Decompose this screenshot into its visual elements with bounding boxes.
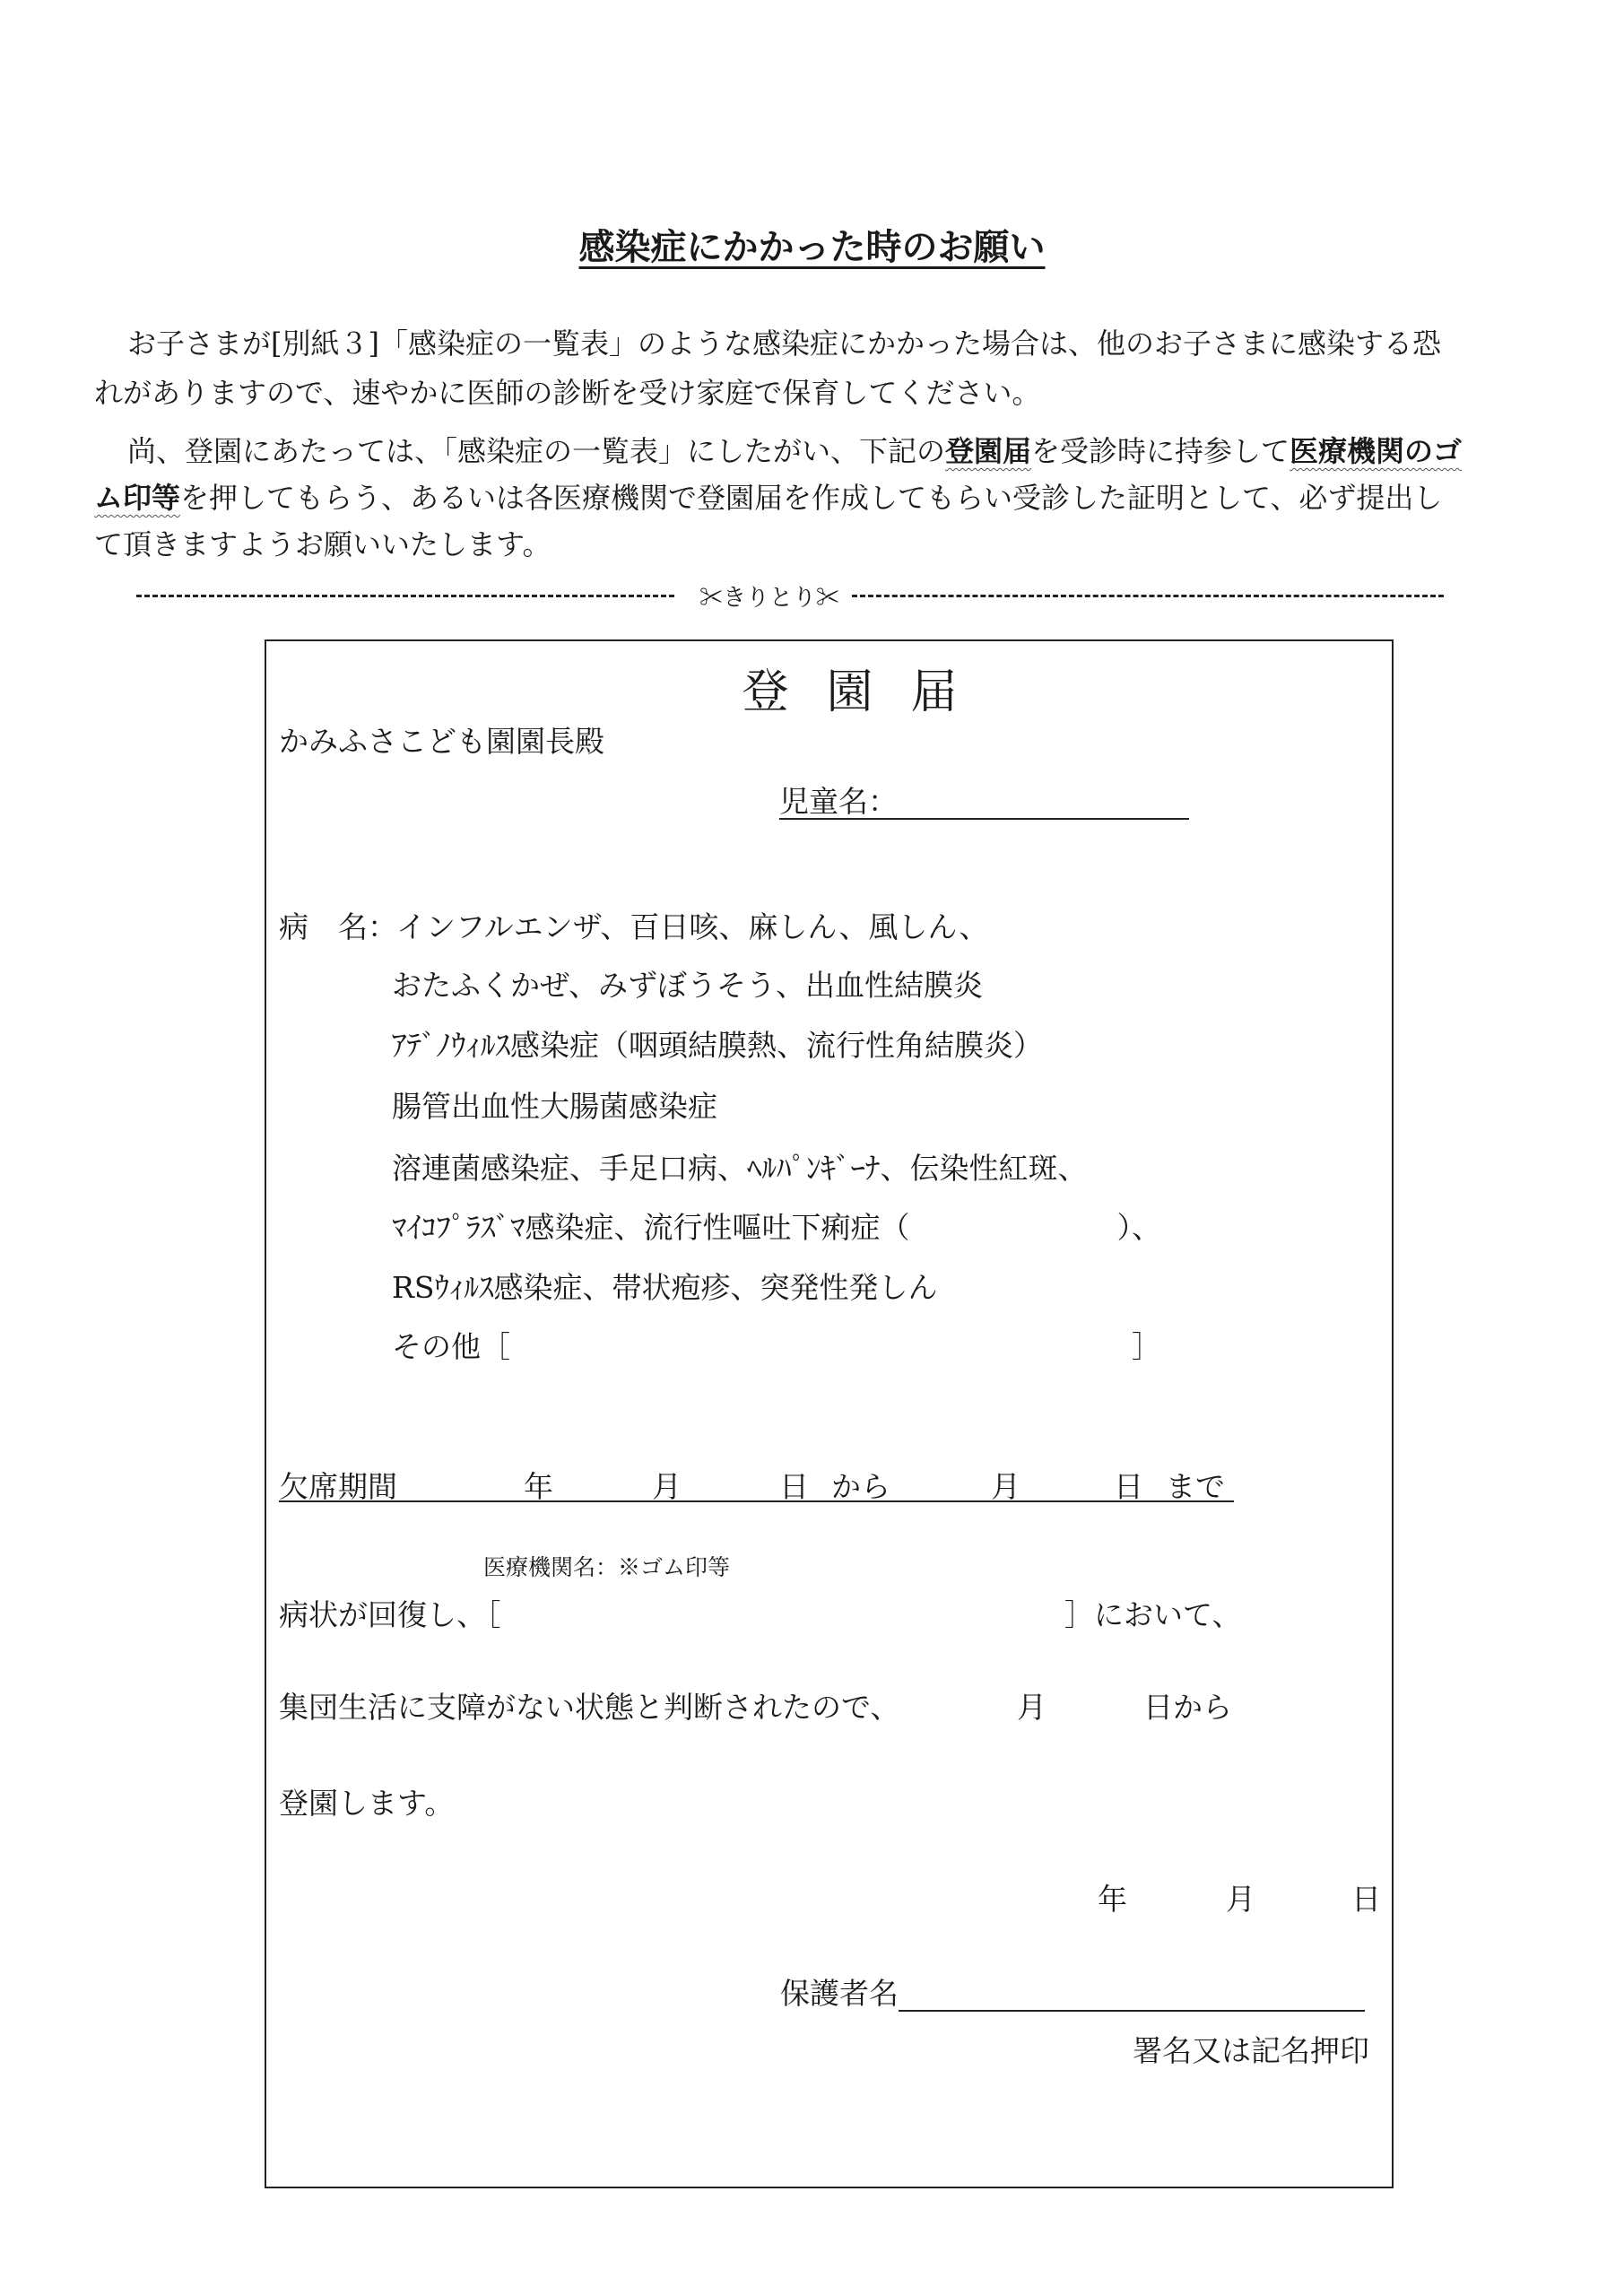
judged-text: 集団生活に支障がない状態と判断されたので、 xyxy=(279,1690,900,1725)
intro-p2-line1: 尚、登園にあたっては、「感染症の一覧表」にしたがい、下記の登園届を受診時に持参して医療機関のゴ xyxy=(127,434,1463,468)
guardian-label: 保護者名 xyxy=(780,1976,899,2011)
date-day: 日 xyxy=(1351,1882,1381,1917)
judged-day: 日から xyxy=(1143,1690,1232,1725)
guardian-line[interactable] xyxy=(899,2010,1365,2012)
disease-item: 腸管出血性大腸菌感染症 xyxy=(392,1089,717,1124)
cut-line-right xyxy=(852,595,1444,597)
other-close: ］ xyxy=(1132,1329,1161,1364)
absence-day2: 日 xyxy=(1114,1469,1143,1504)
absence-until: まで xyxy=(1166,1469,1225,1504)
form-emphasis: 登園届 xyxy=(945,434,1032,468)
date-year: 年 xyxy=(1098,1882,1127,1917)
cut-label: ✂きりとり✂ xyxy=(699,585,840,612)
recovery-text: 病状が回復し、［ xyxy=(279,1597,501,1632)
intro-p2-line2: ム印等を押してもらう、あるいは各医療機関で登園届を作成してもらい受診した証明として、必ず提出し xyxy=(94,481,1443,515)
intro-p2-line3: て頂きますようお願いいたします。 xyxy=(94,527,551,561)
child-name-label: 児童名： xyxy=(779,784,898,819)
recovery-text-end: ］において、 xyxy=(1064,1597,1242,1632)
disease-item: RSｳｨﾙｽ感染症、帯状疱疹、突発性発しん xyxy=(392,1270,938,1305)
judged-month: 月 xyxy=(1017,1690,1046,1725)
absence-line xyxy=(279,1500,1234,1502)
institution-emphasis: 医療機関のゴ xyxy=(1290,434,1463,468)
other-label: その他［ xyxy=(392,1329,510,1364)
intro-p1-line1: お子さまが[別紙３]「感染症の一覧表」のような感染症にかかった場合は、他のお子さまに感染する恐 xyxy=(127,326,1441,361)
attendance-form xyxy=(265,639,1394,2188)
absence-month: 月 xyxy=(652,1469,682,1504)
form-title: 登園届 xyxy=(742,665,995,719)
stamp-emphasis: ム印等 xyxy=(94,481,181,515)
disease-item: ﾏｲｺﾌﾟﾗｽﾞﾏ感染症、流行性嘔吐下痢症（ ）、 xyxy=(392,1210,1161,1245)
date-month: 月 xyxy=(1226,1882,1255,1917)
intro-p1-line2: れがありますので、速やかに医師の診断を受け家庭で保育してください。 xyxy=(94,376,1041,410)
institution-note: 医療機関名：※ゴム印等 xyxy=(483,1554,731,1580)
page-title: 感染症にかかった時のお願い xyxy=(578,227,1046,268)
addressee: かみふさこども園園長殿 xyxy=(279,724,604,759)
disease-item: ｱﾃﾞﾉｳｨﾙｽ感染症（咽頭結膜熱、流行性角結膜炎） xyxy=(392,1028,1043,1063)
absence-month2: 月 xyxy=(991,1469,1020,1504)
absence-day: 日 xyxy=(779,1469,809,1504)
child-name-line[interactable] xyxy=(779,818,1189,820)
disease-item: おたふくかぜ、みずぼうそう、出血性結膜炎 xyxy=(392,968,984,1003)
absence-label: 欠席期間 xyxy=(279,1469,397,1504)
absence-from: から xyxy=(831,1469,890,1504)
absence-year: 年 xyxy=(524,1469,553,1504)
disease-item: 溶連菌感染症、手足口病、ﾍﾙﾊﾟﾝｷﾞｰﾅ、伝染性紅斑、 xyxy=(392,1151,1088,1186)
cut-line-left xyxy=(136,595,674,597)
disease-label: 病 名： xyxy=(279,909,397,944)
attend-text: 登園します。 xyxy=(279,1786,455,1821)
disease-item: インフルエンザ、百日咳、麻しん、風しん、 xyxy=(396,909,989,944)
sign-note: 署名又は記名押印 xyxy=(1133,2033,1369,2068)
